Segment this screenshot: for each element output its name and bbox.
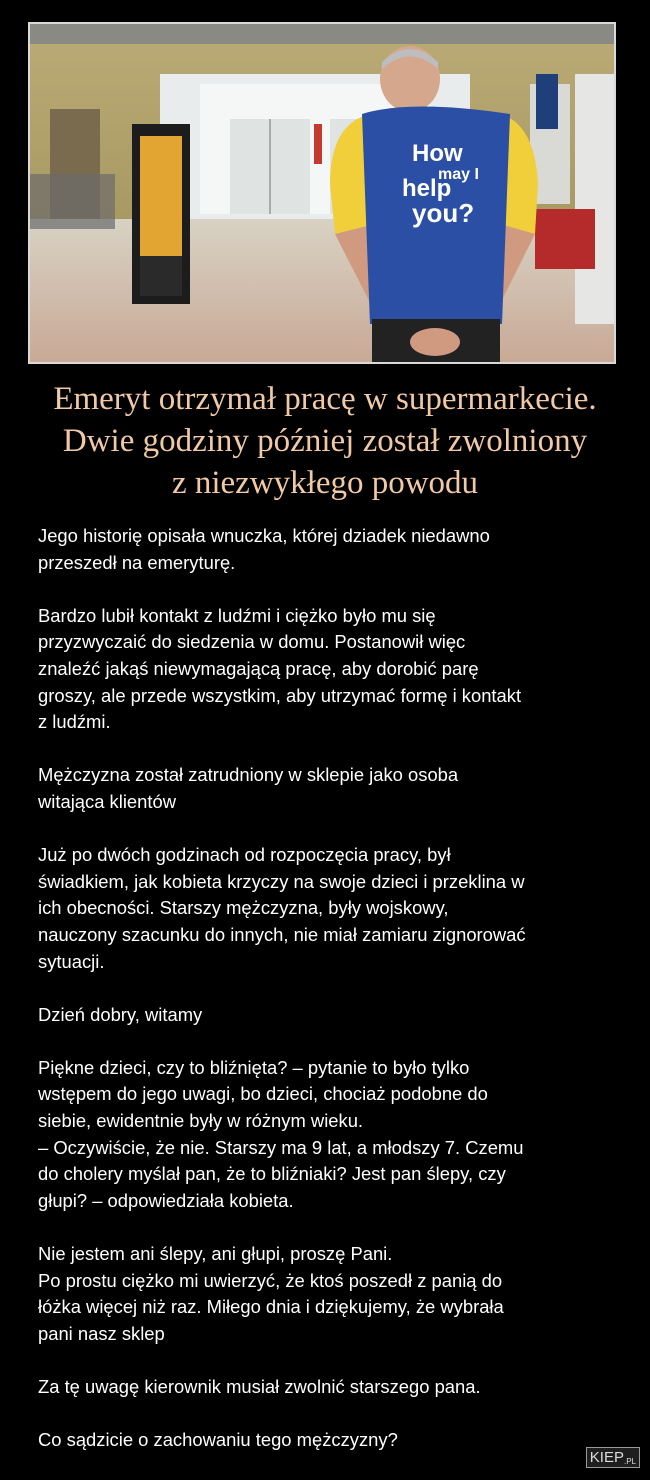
paragraph-line: znaleźć jakąś niewymagającą pracę, aby dorobić parę bbox=[38, 657, 479, 679]
article-paragraph bbox=[38, 1427, 618, 1454]
article-paragraph bbox=[38, 1002, 618, 1029]
article-paragraph bbox=[38, 842, 618, 975]
article-paragraph bbox=[38, 1374, 618, 1401]
paragraph-line: sytuacji. bbox=[38, 950, 105, 972]
paragraph-line: nauczony szacunku do innych, nie miał zamiaru zignorować bbox=[38, 923, 526, 945]
article-paragraph bbox=[38, 523, 618, 576]
paragraph-line: siebie, ewidentnie były w różnym wieku. bbox=[38, 1110, 364, 1132]
paragraph-line: – Oczywiście, że nie. Starszy ma 9 lat, a młodszy 7. Czemu bbox=[38, 1136, 524, 1158]
paragraph-line: Piękne dzieci, czy to bliźnięta? – pytanie to było tylko bbox=[38, 1056, 470, 1078]
paragraph-line: z ludźmi. bbox=[38, 711, 111, 733]
paragraph-line: Dzień dobry, witamy bbox=[38, 1003, 203, 1025]
paragraph-line: Po prostu ciężko mi uwierzyć, że ktoś poszedł z panią do bbox=[38, 1269, 503, 1291]
vest-text-line-2: may I bbox=[438, 166, 479, 183]
paragraph-line: pani nasz sklep bbox=[38, 1322, 165, 1344]
article-photo bbox=[28, 22, 616, 364]
paragraph-line: głupi? – odpowiedziała kobieta. bbox=[38, 1189, 294, 1211]
paragraph-line: ich obecności. Starszy mężczyzna, były wojskowy, bbox=[38, 897, 449, 919]
paragraph-line: witająca klientów bbox=[38, 790, 176, 812]
watermark-main: KIEP bbox=[589, 1449, 624, 1466]
paragraph-line: Już po dwóch godzinach od rozpoczęcia pracy, był bbox=[38, 844, 451, 866]
title-line: z niezwykłego powodu bbox=[171, 465, 479, 501]
article-paragraph bbox=[38, 1241, 618, 1347]
vest-text-line-1: How bbox=[412, 140, 463, 167]
title-line: Emeryt otrzymał pracę w supermarkecie. bbox=[53, 381, 597, 417]
vest-text-line-4: you? bbox=[412, 198, 475, 228]
article-paragraph bbox=[38, 762, 618, 815]
paragraph-line: Nie jestem ani ślepy, ani głupi, proszę Pani. bbox=[38, 1243, 393, 1265]
paragraph-line: świadkiem, jak kobieta krzyczy na swoje dzieci i przeklina w bbox=[38, 870, 525, 892]
paragraph-line: łóżka więcej niż raz. Miłego dnia i dziękujemy, że wybrała bbox=[38, 1296, 504, 1318]
article-paragraph bbox=[38, 603, 618, 736]
paragraph-line: Co sądzicie o zachowaniu tego mężczyzny? bbox=[38, 1429, 398, 1451]
paragraph-line: Za tę uwagę kierownik musiał zwolnić starszego pana. bbox=[38, 1376, 481, 1397]
paragraph-line: Mężczyzna został zatrudniony w sklepie jako osoba bbox=[38, 764, 459, 786]
paragraph-line: wstępem do jego uwagi, bo dzieci, chociaż podobne do bbox=[38, 1083, 488, 1105]
paragraph-line: przyzwyczaić do siedzenia w domu. Postanowił więc bbox=[38, 631, 466, 653]
site-watermark bbox=[586, 1447, 640, 1468]
vest-text-line-3: help bbox=[402, 175, 452, 202]
article-body bbox=[38, 523, 618, 1480]
paragraph-line: przeszedł na emeryturę. bbox=[38, 551, 236, 573]
paragraph-line: groszy, ale przede wszystkim, aby utrzymać formę i kontakt bbox=[38, 684, 522, 706]
article-title bbox=[0, 378, 650, 504]
watermark-suffix: .PL bbox=[623, 1457, 636, 1466]
article-paragraph bbox=[38, 1055, 618, 1215]
store-entrance-photo bbox=[30, 24, 614, 362]
paragraph-line: Jego historię opisała wnuczka, której dziadek niedawno bbox=[38, 525, 490, 546]
paragraph-line: Bardzo lubił kontakt z ludźmi i ciężko było mu się bbox=[38, 604, 436, 626]
paragraph-line: do cholery myślał pan, że to bliźniaki? Jest pan ślepy, czy bbox=[38, 1163, 506, 1185]
title-line: Dwie godziny później został zwolniony bbox=[62, 423, 588, 459]
